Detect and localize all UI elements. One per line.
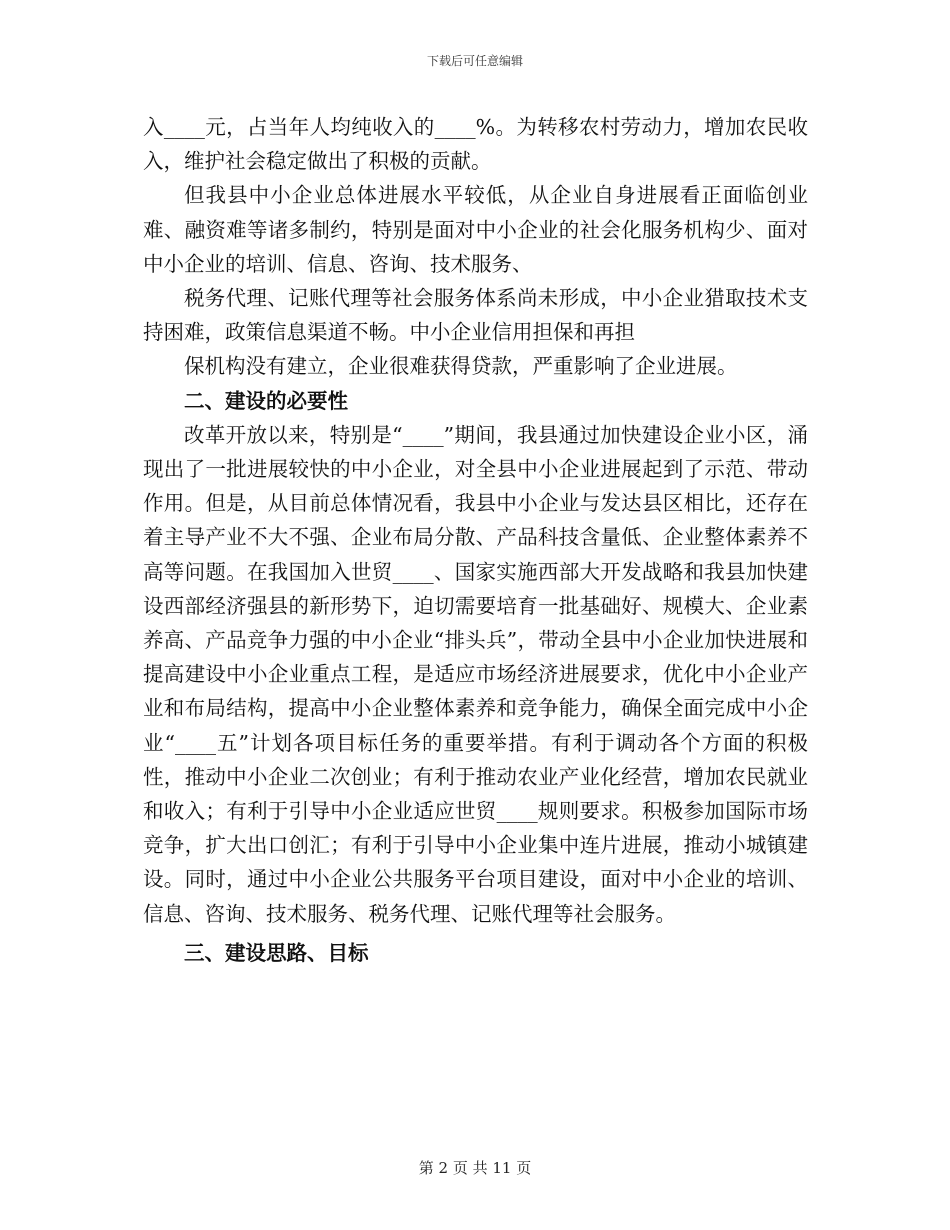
paragraph-continuation: 入____元，占当年人均纯收入的____%。为转移农村劳动力，增加农民收入，维护社会稳定做出了积极的贡献。 bbox=[143, 115, 808, 174]
paragraph-necessity: 改革开放以来，特别是“____”期间，我县通过加快建设企业小区，涌现出了一批进展较快的中小企业，对全县中小企业进展起到了示范、带动作用。但是，从目前总体情况看，我县中小企业与发达县区相比，还存在着主导产业不大不强、企业布局分散、产品科技含量低、企业整体素养不高等问题。在我国加入世贸____、国家实施西部大开发战略和我县加快建设西部经济强县的新形势下，迫切需要培育一批基础好、规模大、企业素养高、产品竞争力强的中小企业“排头兵”，带动全县中小企业加快进展和提高建设中小企业重点工程，是适应市场经济进展要求，优化中小企业产业和布局结构，提高中小企业整体素养和竞争能力，确保全面完成中小企业“____五”计划各项目标任务的重要举措。有利于调动各个方面的积极性，推动中小企业二次创业；有利于推动农业产业化经营，增加农民就业和收入；有利于引导中小企业适应世贸____规则要求。积极参加国际市场竞争，扩大出口创汇；有利于引导中小企业集中连片进展，推动小城镇建设。同时，通过中小企业公共服务平台项目建设，面对中小企业的培训、信息、咨询、技术服务、税务代理、记账代理等社会服务。 bbox=[143, 422, 808, 926]
page-footer: 第 2 页 共 11 页 bbox=[418, 1159, 532, 1177]
paragraph-service-system: 税务代理、记账代理等社会服务体系尚未形成，中小企业猎取技术支持困难，政策信息渠道不畅。中小企业信用担保和再担 bbox=[143, 286, 808, 345]
page-header: 下载后可任意编辑 bbox=[426, 54, 523, 68]
section-heading-goals: 三、建设思路、目标 bbox=[184, 940, 369, 965]
document-body bbox=[143, 110, 808, 970]
paragraph-guarantee: 保机构没有建立，企业很难获得贷款，严重影响了企业进展。 bbox=[184, 354, 738, 379]
section-heading-necessity: 二、建设的必要性 bbox=[184, 388, 348, 413]
paragraph-sme-status: 但我县中小企业总体进展水平较低，从企业自身进展看正面临创业难、融资难等诸多制约，特别是面对中小企业的社会化服务机构少、面对中小企业的培训、信息、咨询、技术服务、 bbox=[143, 183, 808, 276]
